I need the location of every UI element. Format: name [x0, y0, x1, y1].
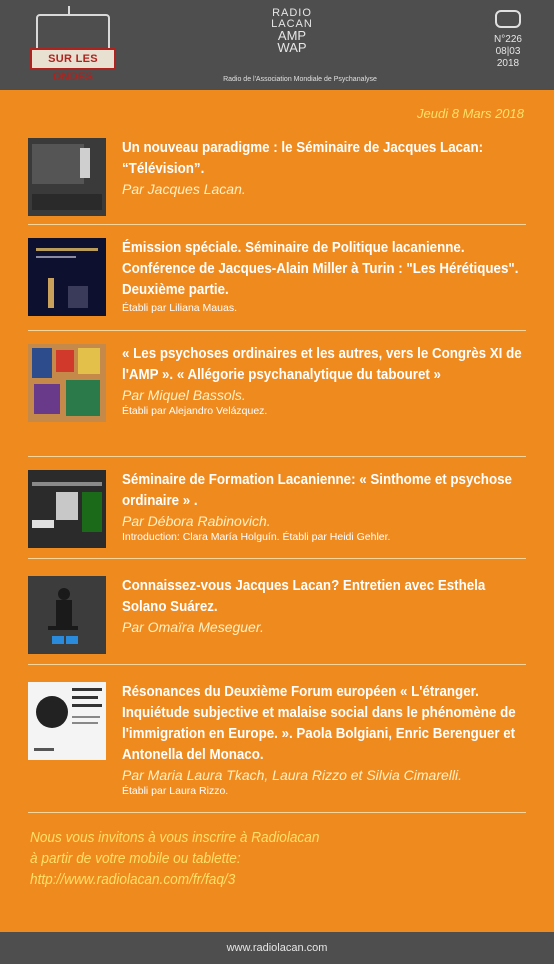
item-author: Par Maria Laura Tkach, Laura Rizzo et Silvia Cimarelli. [122, 767, 463, 783]
item-title[interactable]: Connaissez-vous Jacques Lacan? Entretien avec Esthela Solano Suárez. [122, 578, 486, 615]
newsletter-date: Jeudi 8 Mars 2018 [417, 106, 524, 121]
footer-website-link[interactable]: www.radiolacan.com [226, 942, 328, 954]
header-subtitle: Radio de l'Association Mondiale de Psychanalyse [223, 76, 377, 83]
sur-les-ondes-logo[interactable] [30, 14, 116, 83]
item-thumbnail[interactable] [28, 238, 106, 316]
item-thumbnail[interactable] [28, 682, 106, 760]
divider [28, 558, 526, 559]
item-title[interactable]: « Les psychoses ordinaires et les autres, vers le Congrès XI de l'AMP ». « Allégorie psychanalytique du tabouret » [122, 346, 522, 383]
divider [28, 456, 526, 457]
issue-date-day-month: 08|03 [495, 46, 521, 57]
item-note: Établi par Alejandro Velázquez. [122, 405, 268, 417]
logo-line-lacan: LACAN [271, 18, 313, 30]
item-title[interactable]: Résonances du Deuxième Forum européen « L'étranger. Inquiétude subjective et malaise social dans le phénomène de l'immigration en Europe. ». Paola Bolgiani, Enric Berenguer et Antonella del Monaco. [122, 684, 516, 763]
item-author: Par Jacques Lacan. [122, 181, 246, 197]
envelope-icon[interactable] [495, 10, 521, 28]
item-thumbnail[interactable] [28, 344, 106, 422]
issue-info [478, 10, 538, 70]
item-author: Par Miquel Bassols. [122, 387, 246, 403]
item-thumbnail[interactable] [28, 576, 106, 654]
item-author: Par Omaïra Meseguer. [122, 619, 264, 635]
radio-lacan-logo[interactable] [232, 8, 352, 54]
item-thumbnail[interactable] [28, 138, 106, 216]
item-title[interactable]: Un nouveau paradigme : le Séminaire de Jacques Lacan: “Télévision”. [122, 140, 484, 177]
divider [28, 812, 526, 813]
invite-line-2: à partir de votre mobile ou tablette: [30, 851, 241, 867]
item-thumbnail[interactable] [28, 470, 106, 548]
invite-link[interactable]: http://www.radiolacan.com/fr/faq/3 [30, 872, 236, 888]
item-note: Établi par Liliana Mauas. [122, 302, 237, 314]
item-author: Par Débora Rabinovich. [122, 513, 271, 529]
header [0, 0, 554, 90]
item-note: Introduction: Clara María Holguín. Établi par Heidi Gehler. [122, 531, 391, 543]
sur-les-ondes-badge: SUR LES ONDES [30, 48, 116, 70]
invite-line-1: Nous vous invitons à vous inscrire à Radiolacan [30, 830, 320, 846]
logo-line-wap: WAP [277, 40, 307, 55]
subscribe-invite [30, 828, 319, 891]
divider [28, 664, 526, 665]
issue-number: N°226 [494, 34, 522, 45]
item-title[interactable]: Séminaire de Formation Lacanienne: « Sinthome et psychose ordinaire » . [122, 472, 512, 509]
issue-date-year: 2018 [496, 58, 520, 69]
divider [28, 330, 526, 331]
item-note: Établi par Laura Rizzo. [122, 785, 229, 797]
logo-line-amp: AMP [277, 28, 307, 43]
footer [0, 932, 554, 964]
logo-line-radio: RADIO [272, 7, 312, 19]
item-title[interactable]: Émission spéciale. Séminaire de Politique lacanienne. Conférence de Jacques-Alain Miller à Turin : "Les Hérétiques". Deuxième partie. [122, 240, 519, 298]
divider [28, 224, 526, 225]
